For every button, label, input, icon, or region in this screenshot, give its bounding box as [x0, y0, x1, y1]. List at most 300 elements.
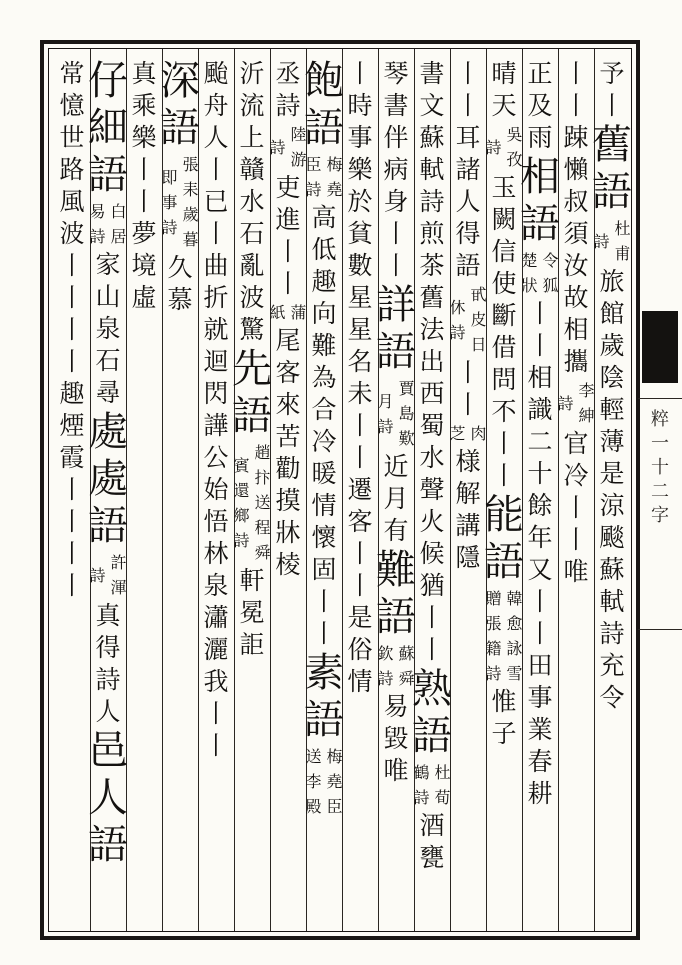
annotation-line — [506, 586, 524, 686]
glyph: 丨 — [59, 347, 85, 376]
glyph: 梅 — [326, 747, 343, 766]
glyph: 詠 — [506, 639, 523, 658]
glyph: 酒 — [419, 811, 445, 840]
glyph: 丨 — [527, 587, 553, 616]
glyph: 甙 — [470, 285, 487, 304]
glyph: 堯 — [326, 772, 343, 791]
glyph: 遷 — [347, 475, 373, 504]
glyph: 許 — [110, 553, 127, 572]
glyph: 狐 — [542, 276, 559, 295]
glyph: 冕 — [239, 598, 265, 627]
glyph: 田 — [527, 651, 553, 680]
glyph: 程 — [254, 518, 271, 537]
glyph: 贛 — [239, 155, 265, 184]
entry-heading — [298, 650, 350, 744]
glyph: 我 — [203, 667, 229, 696]
glyph: 荀 — [434, 788, 451, 807]
annotation-line — [470, 282, 488, 357]
glyph: 舜 — [254, 543, 271, 562]
glyph: 是 — [599, 459, 625, 488]
glyph: 尾 — [275, 326, 301, 355]
glyph: 泉 — [203, 571, 229, 600]
glyph: 真 — [95, 601, 121, 630]
annotation-line — [578, 378, 596, 428]
glyph: 煎 — [419, 219, 445, 248]
glyph: 踈 — [563, 123, 589, 152]
glyph: 丨 — [347, 411, 373, 440]
glyph: 叔 — [563, 187, 589, 216]
glyph: 琴 — [383, 59, 409, 88]
glyph: 虛 — [131, 283, 157, 312]
glyph: 煙 — [59, 411, 85, 440]
glyph: 人 — [455, 187, 481, 216]
glyph: 業 — [527, 715, 553, 744]
glyph: 歲 — [182, 205, 199, 224]
glyph: 惟 — [491, 687, 517, 716]
glyph: 鶴 — [413, 763, 430, 782]
glyph: 梅 — [326, 155, 343, 174]
glyph: 先 — [232, 346, 272, 392]
glyph: 颱 — [203, 59, 229, 88]
glyph: 官 — [563, 429, 589, 458]
glyph: 詩 — [557, 393, 574, 413]
glyph: 丨 — [419, 603, 445, 632]
glyph: 難 — [311, 331, 337, 360]
glyph: 語 — [520, 201, 560, 247]
glyph: 是 — [347, 603, 373, 632]
glyph: 須 — [563, 219, 589, 248]
glyph: 送 — [305, 747, 322, 766]
glyph: 向 — [311, 299, 337, 328]
glyph: 風 — [59, 187, 85, 216]
glyph: 貧 — [347, 219, 373, 248]
glyph: 詩 — [89, 565, 106, 585]
glyph: 公 — [203, 443, 229, 472]
glyph: 詩 — [161, 217, 178, 237]
glyph: 使 — [491, 269, 517, 298]
glyph: 白 — [110, 202, 127, 221]
glyph: 臣 — [326, 797, 343, 816]
glyph: 即 — [161, 167, 178, 187]
glyph: 趣 — [59, 379, 85, 408]
glyph: 耕 — [527, 779, 553, 808]
glyph: 丨 — [59, 315, 85, 344]
glyph: 識 — [527, 395, 553, 424]
glyph: 丨 — [455, 91, 481, 120]
glyph: 語 — [376, 594, 416, 640]
glyph: 耒 — [182, 180, 199, 199]
glyph: 素 — [304, 650, 344, 696]
glyph: 諸 — [455, 155, 481, 184]
annotation-line — [326, 152, 344, 202]
glyph: 久 — [167, 253, 193, 282]
glyph: 人 — [88, 775, 128, 821]
glyph: 歲 — [599, 331, 625, 360]
glyph: 丨 — [419, 635, 445, 664]
glyph: 軒 — [239, 566, 265, 595]
glyph: 李 — [578, 381, 595, 400]
glyph: 泉 — [95, 314, 121, 343]
glyph: 近 — [383, 452, 409, 481]
glyph: 丨 — [383, 251, 409, 280]
glyph: 身 — [383, 187, 409, 216]
glyph: 客 — [275, 358, 301, 387]
glyph: 丨 — [59, 475, 85, 504]
glyph: 語 — [455, 251, 481, 280]
glyph: 流 — [239, 91, 265, 120]
annotation — [485, 586, 524, 686]
glyph: 已 — [203, 187, 229, 216]
glyph: 語 — [160, 105, 200, 151]
glyph: 伴 — [383, 123, 409, 152]
glyph: 曲 — [203, 251, 229, 280]
glyph: 鄉 — [233, 505, 250, 525]
glyph: 隱 — [455, 543, 481, 572]
glyph: 瀟 — [203, 603, 229, 632]
glyph: 慕 — [167, 285, 193, 314]
body-text — [201, 410, 231, 762]
glyph: 牀 — [275, 518, 301, 547]
glyph: 水 — [419, 443, 445, 472]
glyph: 易 — [383, 692, 409, 721]
glyph: 樂 — [131, 123, 157, 152]
glyph: 事 — [347, 123, 373, 152]
glyph: 折 — [203, 283, 229, 312]
glyph: 人 — [203, 123, 229, 152]
glyph: 正 — [527, 59, 553, 88]
glyph: 趙 — [254, 443, 271, 462]
margin-black-bar — [642, 311, 678, 383]
glyph: 法 — [419, 315, 445, 344]
glyph: 猶 — [419, 571, 445, 600]
glyph: 玉 — [491, 173, 517, 202]
glyph: 不 — [491, 397, 517, 426]
glyph: 丨 — [59, 251, 85, 280]
glyph: 丨 — [527, 299, 553, 328]
glyph: 棱 — [275, 550, 301, 579]
glyph: 丨 — [275, 237, 301, 266]
glyph: 丨 — [491, 461, 517, 490]
glyph: 及 — [527, 91, 553, 120]
glyph: 丨 — [203, 699, 229, 728]
glyph: 甕 — [419, 843, 445, 872]
glyph: 賓 — [233, 455, 250, 475]
glyph: 丨 — [59, 507, 85, 536]
glyph: 語 — [232, 393, 272, 439]
glyph: 語 — [88, 503, 128, 549]
glyph: 令 — [599, 683, 625, 712]
glyph: 情 — [347, 667, 373, 696]
glyph: 未 — [347, 379, 373, 408]
body-text — [57, 378, 87, 602]
glyph: 低 — [311, 235, 337, 264]
glyph: 唯 — [383, 756, 409, 785]
glyph: 語 — [592, 169, 632, 215]
glyph: 居 — [110, 227, 127, 246]
glyph: 蘇 — [398, 644, 415, 663]
glyph: 杜 — [614, 219, 631, 238]
glyph: 書 — [383, 91, 409, 120]
glyph: 丨 — [203, 219, 229, 248]
annotation-line — [290, 300, 308, 325]
glyph: 丨 — [527, 619, 553, 648]
glyph: 詳 — [376, 282, 416, 328]
glyph: 得 — [95, 633, 121, 662]
text-column — [46, 58, 98, 602]
glyph: 楚 — [521, 251, 538, 270]
glyph: 暮 — [182, 230, 199, 249]
glyph: 欽 — [377, 644, 394, 663]
glyph: 相 — [563, 315, 589, 344]
glyph: 路 — [59, 155, 85, 184]
glyph: 丨 — [563, 493, 589, 522]
glyph: 丨 — [455, 358, 481, 387]
glyph: 灑 — [203, 635, 229, 664]
glyph: 處 — [88, 456, 128, 502]
glyph: 殿 — [305, 797, 322, 816]
glyph: 月 — [383, 484, 409, 513]
glyph: 贈 — [485, 589, 502, 608]
glyph: 山 — [95, 282, 121, 311]
glyph: 進 — [275, 205, 301, 234]
glyph: 春 — [527, 747, 553, 776]
glyph: 講 — [455, 511, 481, 540]
glyph: 韓 — [506, 589, 523, 608]
glyph: 丨 — [527, 331, 553, 360]
glyph: 火 — [419, 507, 445, 536]
glyph: 驚 — [239, 315, 265, 344]
glyph: 人 — [95, 697, 121, 726]
glyph: 張 — [485, 614, 502, 633]
glyph: 丨 — [59, 283, 85, 312]
glyph: 館 — [599, 299, 625, 328]
glyph: 様 — [455, 447, 481, 476]
glyph: 解 — [455, 479, 481, 508]
glyph: 二 — [527, 427, 553, 456]
glyph: 陸 — [290, 125, 307, 144]
glyph: 水 — [239, 187, 265, 216]
glyph: 蘇 — [419, 123, 445, 152]
glyph: 詩 — [95, 665, 121, 694]
glyph: 游 — [290, 150, 307, 169]
glyph: 紙 — [269, 303, 286, 322]
glyph: 苦 — [275, 422, 301, 451]
glyph: 丨 — [455, 390, 481, 419]
glyph: 予 — [599, 59, 625, 88]
glyph: 譁 — [203, 411, 229, 440]
glyph: 丨 — [383, 219, 409, 248]
glyph: 餘 — [527, 491, 553, 520]
glyph: 迴 — [203, 347, 229, 376]
annotation-line — [182, 152, 200, 252]
body-text — [417, 810, 447, 874]
glyph: 芝 — [449, 424, 466, 443]
glyph: 樂 — [347, 155, 373, 184]
glyph: 丨 — [491, 429, 517, 458]
annotation-line — [305, 744, 323, 819]
glyph: 合 — [311, 395, 337, 424]
glyph: 雪 — [506, 664, 523, 683]
glyph: 聲 — [419, 475, 445, 504]
glyph: 懶 — [563, 155, 589, 184]
glyph: 文 — [419, 91, 445, 120]
body-text — [93, 600, 123, 728]
glyph: 趣 — [311, 267, 337, 296]
glyph: 攜 — [563, 347, 589, 376]
glyph: 數 — [347, 251, 373, 280]
glyph: 充 — [599, 651, 625, 680]
glyph: 陰 — [599, 363, 625, 392]
glyph: 沂 — [239, 59, 265, 88]
glyph: 飽 — [304, 58, 344, 104]
glyph: 信 — [491, 237, 517, 266]
glyph: 石 — [239, 219, 265, 248]
glyph: 深 — [160, 58, 200, 104]
glyph: 上 — [239, 123, 265, 152]
glyph: 丨 — [599, 91, 625, 120]
glyph: 軾 — [599, 587, 625, 616]
glyph: 西 — [419, 379, 445, 408]
glyph: 詩 — [377, 416, 394, 436]
glyph: 舊 — [592, 122, 632, 168]
annotation-line — [254, 440, 272, 565]
glyph: 舊 — [419, 283, 445, 312]
body-text — [381, 691, 411, 787]
glyph: 吏 — [275, 173, 301, 202]
glyph: 丨 — [347, 443, 373, 472]
glyph: 吳 — [506, 125, 523, 144]
annotation-line — [398, 641, 416, 691]
glyph: 勸 — [275, 454, 301, 483]
glyph: 詩 — [233, 530, 250, 550]
glyph: 悟 — [203, 507, 229, 536]
glyph: 堯 — [326, 180, 343, 199]
glyph: 丨 — [131, 187, 157, 216]
glyph: 賈 — [398, 379, 415, 398]
glyph: 摸 — [275, 486, 301, 515]
glyph: 書 — [419, 59, 445, 88]
glyph: 休 — [449, 297, 466, 317]
glyph: 為 — [311, 363, 337, 392]
glyph: 闕 — [491, 205, 517, 234]
annotation-line — [110, 199, 128, 249]
glyph: 暖 — [311, 459, 337, 488]
glyph: 汝 — [563, 251, 589, 280]
glyph: 語 — [412, 713, 452, 759]
glyph: 詩 — [89, 227, 106, 246]
glyph: 十 — [527, 459, 553, 488]
glyph: 還 — [233, 480, 250, 500]
glyph: 皮 — [470, 310, 487, 329]
glyph: 丨 — [311, 587, 337, 616]
glyph: 丨 — [311, 619, 337, 648]
glyph: 耳 — [455, 123, 481, 152]
margin-text: 粹一十二字 — [651, 409, 669, 526]
glyph: 蒲 — [290, 303, 307, 322]
glyph: 石 — [95, 346, 121, 375]
glyph: 送 — [254, 493, 271, 512]
glyph: 固 — [311, 555, 337, 584]
body-text — [489, 686, 519, 750]
glyph: 境 — [131, 251, 157, 280]
glyph: 詩 — [275, 91, 301, 120]
glyph: 渾 — [110, 578, 127, 597]
glyph: 丨 — [563, 525, 589, 554]
glyph: 丨 — [347, 539, 373, 568]
glyph: 語 — [484, 539, 524, 585]
glyph: 憶 — [59, 91, 85, 120]
glyph: 孜 — [506, 150, 523, 169]
glyph: 抃 — [254, 468, 271, 487]
glyph: 客 — [347, 507, 373, 536]
glyph: 亂 — [239, 251, 265, 280]
body-text — [57, 58, 87, 378]
glyph: 狀 — [521, 276, 538, 295]
glyph: 丨 — [347, 59, 373, 88]
glyph: 俗 — [347, 635, 373, 664]
glyph: 高 — [311, 203, 337, 232]
glyph: 候 — [419, 539, 445, 568]
glyph: 就 — [203, 315, 229, 344]
glyph: 事 — [527, 683, 553, 712]
glyph: 病 — [383, 155, 409, 184]
annotation-line — [470, 421, 488, 446]
glyph: 來 — [275, 390, 301, 419]
glyph: 輕 — [599, 395, 625, 424]
glyph: 始 — [203, 475, 229, 504]
glyph: 愈 — [506, 614, 523, 633]
glyph: 甫 — [614, 244, 631, 263]
glyph: 語 — [376, 329, 416, 375]
glyph: 詩 — [269, 137, 286, 157]
annotation-line — [290, 122, 308, 172]
glyph: 詎 — [239, 630, 265, 659]
glyph: 語 — [304, 697, 344, 743]
glyph: 真 — [131, 59, 157, 88]
glyph: 詩 — [485, 664, 502, 683]
glyph: 丨 — [131, 155, 157, 184]
glyph: 歎 — [398, 429, 415, 448]
glyph: 李 — [305, 772, 322, 791]
glyph: 雨 — [527, 123, 553, 152]
glyph: 日 — [470, 335, 487, 354]
glyph: 語 — [88, 822, 128, 868]
glyph: 丨 — [563, 91, 589, 120]
annotation-line — [326, 744, 344, 819]
glyph: 籍 — [485, 639, 502, 658]
glyph: 仔 — [88, 58, 128, 104]
glyph: 波 — [59, 219, 85, 248]
glyph: 丨 — [203, 155, 229, 184]
glyph: 細 — [88, 105, 128, 151]
glyph: 能 — [484, 492, 524, 538]
glyph: 舟 — [203, 91, 229, 120]
glyph: 丨 — [59, 571, 85, 600]
glyph: 相 — [520, 154, 560, 200]
glyph: 語 — [88, 152, 128, 198]
glyph: 相 — [527, 363, 553, 392]
glyph: 天 — [491, 91, 517, 120]
glyph: 晴 — [491, 59, 517, 88]
glyph: 張 — [182, 155, 199, 174]
glyph: 處 — [88, 409, 128, 455]
glyph: 故 — [563, 283, 589, 312]
annotation-line — [398, 376, 416, 451]
glyph: 蜀 — [419, 411, 445, 440]
glyph: 詩 — [593, 231, 610, 251]
glyph: 閃 — [203, 379, 229, 408]
glyph: 年 — [527, 523, 553, 552]
